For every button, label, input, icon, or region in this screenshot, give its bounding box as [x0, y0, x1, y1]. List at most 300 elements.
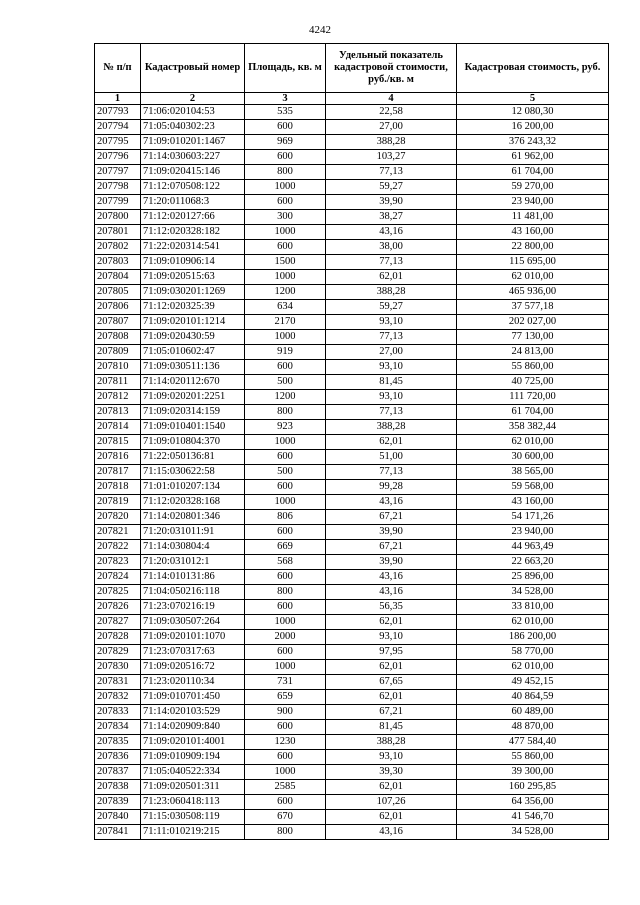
cell-cadastral-cost: 61 704,00: [457, 165, 609, 180]
cell-cadastral-cost: 58 770,00: [457, 645, 609, 660]
cell-unit-value: 103,27: [326, 150, 457, 165]
cell-cadastral-number: 71:12:020328:168: [141, 495, 245, 510]
cell-unit-value: 67,21: [326, 705, 457, 720]
cell-area: 600: [245, 525, 326, 540]
cell-cadastral-number: 71:06:020104:53: [141, 105, 245, 120]
cell-row-number: 207815: [95, 435, 141, 450]
cell-cadastral-cost: 34 528,00: [457, 825, 609, 840]
cell-unit-value: 39,90: [326, 555, 457, 570]
cell-area: 1000: [245, 495, 326, 510]
cell-cadastral-cost: 40 725,00: [457, 375, 609, 390]
cell-row-number: 207798: [95, 180, 141, 195]
cell-cadastral-number: 71:09:020415:146: [141, 165, 245, 180]
cell-unit-value: 43,16: [326, 225, 457, 240]
cell-cadastral-cost: 41 546,70: [457, 810, 609, 825]
cell-unit-value: 67,21: [326, 540, 457, 555]
cell-row-number: 207833: [95, 705, 141, 720]
cell-unit-value: 93,10: [326, 630, 457, 645]
cell-row-number: 207821: [95, 525, 141, 540]
cell-area: 670: [245, 810, 326, 825]
cell-row-number: 207813: [95, 405, 141, 420]
table-row: [95, 330, 609, 345]
cell-area: 900: [245, 705, 326, 720]
cell-area: 600: [245, 600, 326, 615]
cell-row-number: 207836: [95, 750, 141, 765]
table-row: [95, 360, 609, 375]
cell-area: 500: [245, 465, 326, 480]
cell-cadastral-cost: 111 720,00: [457, 390, 609, 405]
cell-cadastral-number: 71:23:070317:63: [141, 645, 245, 660]
table-row: [95, 810, 609, 825]
cell-row-number: 207807: [95, 315, 141, 330]
cell-row-number: 207796: [95, 150, 141, 165]
cell-area: 1000: [245, 225, 326, 240]
cell-cadastral-number: 71:11:010219:215: [141, 825, 245, 840]
cell-unit-value: 107,26: [326, 795, 457, 810]
cell-area: 800: [245, 825, 326, 840]
cell-area: 1200: [245, 285, 326, 300]
cell-row-number: 207823: [95, 555, 141, 570]
cell-cadastral-cost: 23 940,00: [457, 525, 609, 540]
table-header-row: [95, 44, 609, 93]
cell-cadastral-number: 71:12:020127:66: [141, 210, 245, 225]
cell-cadastral-cost: 34 528,00: [457, 585, 609, 600]
cell-area: 300: [245, 210, 326, 225]
cell-area: 2170: [245, 315, 326, 330]
cell-unit-value: 27,00: [326, 345, 457, 360]
cell-cadastral-number: 71:01:010207:134: [141, 480, 245, 495]
cell-area: 634: [245, 300, 326, 315]
cell-row-number: 207817: [95, 465, 141, 480]
table-row: [95, 285, 609, 300]
cell-area: 800: [245, 585, 326, 600]
table-row: [95, 465, 609, 480]
cell-cadastral-cost: 30 600,00: [457, 450, 609, 465]
cell-area: 600: [245, 240, 326, 255]
cell-row-number: 207814: [95, 420, 141, 435]
cell-row-number: 207816: [95, 450, 141, 465]
column-number: 4: [326, 93, 457, 105]
cell-area: 800: [245, 165, 326, 180]
column-number: 5: [457, 93, 609, 105]
cell-cadastral-cost: 33 810,00: [457, 600, 609, 615]
cell-unit-value: 62,01: [326, 780, 457, 795]
cell-cadastral-number: 71:12:020325:39: [141, 300, 245, 315]
cell-row-number: 207837: [95, 765, 141, 780]
cell-row-number: 207827: [95, 615, 141, 630]
cell-cadastral-number: 71:20:031012:1: [141, 555, 245, 570]
cell-cadastral-number: 71:14:010131:86: [141, 570, 245, 585]
cell-row-number: 207800: [95, 210, 141, 225]
table-row: [95, 570, 609, 585]
cell-cadastral-cost: 54 171,26: [457, 510, 609, 525]
cell-row-number: 207809: [95, 345, 141, 360]
cell-cadastral-number: 71:09:030511:136: [141, 360, 245, 375]
table-row: [95, 150, 609, 165]
cell-cadastral-number: 71:14:030804:4: [141, 540, 245, 555]
cell-row-number: 207841: [95, 825, 141, 840]
cell-unit-value: 81,45: [326, 720, 457, 735]
cell-unit-value: 59,27: [326, 180, 457, 195]
cell-area: 731: [245, 675, 326, 690]
cell-cadastral-number: 71:05:040522:334: [141, 765, 245, 780]
cell-area: 600: [245, 645, 326, 660]
cell-unit-value: 43,16: [326, 495, 457, 510]
cell-cadastral-cost: 62 010,00: [457, 615, 609, 630]
cell-area: 1000: [245, 180, 326, 195]
table-row: [95, 540, 609, 555]
cell-cadastral-cost: 62 010,00: [457, 660, 609, 675]
table-row: [95, 105, 609, 120]
cell-row-number: 207834: [95, 720, 141, 735]
cell-cadastral-number: 71:09:020314:159: [141, 405, 245, 420]
cell-row-number: 207839: [95, 795, 141, 810]
cell-cadastral-cost: 202 027,00: [457, 315, 609, 330]
cell-unit-value: 388,28: [326, 735, 457, 750]
cell-cadastral-cost: 22 663,20: [457, 555, 609, 570]
cell-cadastral-cost: 61 704,00: [457, 405, 609, 420]
cell-cadastral-number: 71:05:010602:47: [141, 345, 245, 360]
cell-unit-value: 81,45: [326, 375, 457, 390]
cell-cadastral-number: 71:09:010909:194: [141, 750, 245, 765]
cell-row-number: 207793: [95, 105, 141, 120]
header-area: Площадь, кв. м: [245, 44, 326, 93]
cell-row-number: 207832: [95, 690, 141, 705]
cell-cadastral-cost: 38 565,00: [457, 465, 609, 480]
cell-cadastral-cost: 16 200,00: [457, 120, 609, 135]
cell-cadastral-cost: 37 577,18: [457, 300, 609, 315]
page-number: 4242: [309, 24, 331, 36]
cell-row-number: 207805: [95, 285, 141, 300]
cell-cadastral-cost: 44 963,49: [457, 540, 609, 555]
table-row: [95, 660, 609, 675]
cell-unit-value: 93,10: [326, 315, 457, 330]
cell-area: 1000: [245, 765, 326, 780]
table-row: [95, 555, 609, 570]
cell-row-number: 207828: [95, 630, 141, 645]
table-row: [95, 765, 609, 780]
table-row: [95, 210, 609, 225]
header-cadastral-number: Кадастровый номер: [141, 44, 245, 93]
table-row: [95, 735, 609, 750]
cell-area: 600: [245, 360, 326, 375]
cell-area: 2000: [245, 630, 326, 645]
table-row: [95, 315, 609, 330]
cell-unit-value: 388,28: [326, 285, 457, 300]
cell-area: 659: [245, 690, 326, 705]
cell-unit-value: 77,13: [326, 465, 457, 480]
cell-cadastral-number: 71:09:020101:1070: [141, 630, 245, 645]
cell-cadastral-number: 71:09:020101:4001: [141, 735, 245, 750]
cell-cadastral-number: 71:09:020201:2251: [141, 390, 245, 405]
cell-area: 1000: [245, 330, 326, 345]
cell-area: 600: [245, 480, 326, 495]
table-row: [95, 405, 609, 420]
cell-unit-value: 62,01: [326, 660, 457, 675]
cell-row-number: 207818: [95, 480, 141, 495]
cell-row-number: 207799: [95, 195, 141, 210]
cell-cadastral-cost: 49 452,15: [457, 675, 609, 690]
cell-row-number: 207829: [95, 645, 141, 660]
cell-cadastral-cost: 62 010,00: [457, 435, 609, 450]
table-row: [95, 195, 609, 210]
cell-cadastral-cost: 59 270,00: [457, 180, 609, 195]
table-row: [95, 300, 609, 315]
cell-area: 600: [245, 150, 326, 165]
cell-cadastral-number: 71:22:020314:541: [141, 240, 245, 255]
cell-cadastral-cost: 64 356,00: [457, 795, 609, 810]
cell-area: 923: [245, 420, 326, 435]
cell-row-number: 207820: [95, 510, 141, 525]
table-row: [95, 795, 609, 810]
cell-cadastral-number: 71:23:070216:19: [141, 600, 245, 615]
cell-row-number: 207794: [95, 120, 141, 135]
cell-area: 600: [245, 750, 326, 765]
cell-row-number: 207795: [95, 135, 141, 150]
cell-area: 1000: [245, 615, 326, 630]
cell-cadastral-cost: 43 160,00: [457, 495, 609, 510]
cell-row-number: 207830: [95, 660, 141, 675]
table-row: [95, 135, 609, 150]
cell-row-number: 207801: [95, 225, 141, 240]
table-row: [95, 390, 609, 405]
cell-unit-value: 93,10: [326, 360, 457, 375]
cell-cadastral-number: 71:09:010401:1540: [141, 420, 245, 435]
table-row: [95, 435, 609, 450]
cell-cadastral-number: 71:15:030622:58: [141, 465, 245, 480]
cell-area: 1500: [245, 255, 326, 270]
cell-area: 806: [245, 510, 326, 525]
cell-unit-value: 43,16: [326, 585, 457, 600]
cell-cadastral-number: 71:20:031011:91: [141, 525, 245, 540]
cell-area: 500: [245, 375, 326, 390]
cell-area: 568: [245, 555, 326, 570]
cell-unit-value: 67,65: [326, 675, 457, 690]
cell-unit-value: 43,16: [326, 825, 457, 840]
table-row: [95, 270, 609, 285]
cell-row-number: 207819: [95, 495, 141, 510]
table-row: [95, 780, 609, 795]
cell-unit-value: 38,00: [326, 240, 457, 255]
table-row: [95, 120, 609, 135]
cell-cadastral-number: 71:09:020515:63: [141, 270, 245, 285]
table-row: [95, 180, 609, 195]
cell-cadastral-cost: 11 481,00: [457, 210, 609, 225]
cell-area: 1000: [245, 660, 326, 675]
column-number: 3: [245, 93, 326, 105]
cell-row-number: 207806: [95, 300, 141, 315]
cell-row-number: 207835: [95, 735, 141, 750]
cell-unit-value: 388,28: [326, 420, 457, 435]
cell-unit-value: 77,13: [326, 255, 457, 270]
cell-cadastral-cost: 62 010,00: [457, 270, 609, 285]
cell-area: 535: [245, 105, 326, 120]
cell-cadastral-cost: 465 936,00: [457, 285, 609, 300]
cell-cadastral-number: 71:22:050136:81: [141, 450, 245, 465]
cell-row-number: 207822: [95, 540, 141, 555]
cell-cadastral-number: 71:09:010201:1467: [141, 135, 245, 150]
cell-unit-value: 27,00: [326, 120, 457, 135]
cell-cadastral-cost: 186 200,00: [457, 630, 609, 645]
cell-cadastral-number: 71:09:030201:1269: [141, 285, 245, 300]
cell-unit-value: 97,95: [326, 645, 457, 660]
cell-unit-value: 99,28: [326, 480, 457, 495]
cell-row-number: 207811: [95, 375, 141, 390]
cell-unit-value: 39,90: [326, 195, 457, 210]
table-row: [95, 585, 609, 600]
cell-area: 600: [245, 450, 326, 465]
cell-row-number: 207840: [95, 810, 141, 825]
cell-cadastral-number: 71:09:010804:370: [141, 435, 245, 450]
cell-cadastral-number: 71:04:050216:118: [141, 585, 245, 600]
cell-cadastral-cost: 22 800,00: [457, 240, 609, 255]
cell-unit-value: 62,01: [326, 270, 457, 285]
cell-area: 1000: [245, 435, 326, 450]
cell-cadastral-cost: 77 130,00: [457, 330, 609, 345]
cadastral-value-table: [94, 43, 609, 840]
cell-cadastral-number: 71:23:020110:34: [141, 675, 245, 690]
cell-area: 1200: [245, 390, 326, 405]
cell-area: 600: [245, 720, 326, 735]
cell-row-number: 207824: [95, 570, 141, 585]
cell-unit-value: 93,10: [326, 750, 457, 765]
cell-cadastral-cost: 12 080,30: [457, 105, 609, 120]
table-body: [95, 105, 609, 840]
cell-area: 600: [245, 195, 326, 210]
table-row: [95, 720, 609, 735]
cell-cadastral-cost: 59 568,00: [457, 480, 609, 495]
cell-area: 1000: [245, 270, 326, 285]
cell-unit-value: 22,58: [326, 105, 457, 120]
cell-row-number: 207808: [95, 330, 141, 345]
cell-cadastral-number: 71:20:011068:3: [141, 195, 245, 210]
table-row: [95, 510, 609, 525]
cell-area: 600: [245, 120, 326, 135]
table-row: [95, 165, 609, 180]
table-row: [95, 255, 609, 270]
cell-unit-value: 93,10: [326, 390, 457, 405]
cell-unit-value: 51,00: [326, 450, 457, 465]
cell-cadastral-number: 71:14:020909:840: [141, 720, 245, 735]
cell-unit-value: 388,28: [326, 135, 457, 150]
cell-row-number: 207812: [95, 390, 141, 405]
column-number-row: [95, 93, 609, 105]
cell-area: 800: [245, 405, 326, 420]
table-row: [95, 750, 609, 765]
cell-cadastral-number: 71:09:010906:14: [141, 255, 245, 270]
cell-row-number: 207831: [95, 675, 141, 690]
cell-unit-value: 43,16: [326, 570, 457, 585]
cell-cadastral-cost: 358 382,44: [457, 420, 609, 435]
table-row: [95, 450, 609, 465]
cell-cadastral-number: 71:14:030603:227: [141, 150, 245, 165]
cell-area: 919: [245, 345, 326, 360]
cell-cadastral-number: 71:09:020516:72: [141, 660, 245, 675]
cell-unit-value: 39,90: [326, 525, 457, 540]
cell-unit-value: 62,01: [326, 690, 457, 705]
cell-unit-value: 39,30: [326, 765, 457, 780]
cell-area: 2585: [245, 780, 326, 795]
cell-area: 1230: [245, 735, 326, 750]
table-row: [95, 690, 609, 705]
table-row: [95, 525, 609, 540]
table-row: [95, 480, 609, 495]
table-row: [95, 420, 609, 435]
cell-cadastral-cost: 23 940,00: [457, 195, 609, 210]
cell-cadastral-cost: 55 860,00: [457, 750, 609, 765]
column-number: 1: [95, 93, 141, 105]
cell-cadastral-cost: 376 243,32: [457, 135, 609, 150]
table-row: [95, 600, 609, 615]
cell-unit-value: 62,01: [326, 435, 457, 450]
cell-cadastral-number: 71:15:030508:119: [141, 810, 245, 825]
table-row: [95, 615, 609, 630]
cell-cadastral-cost: 48 870,00: [457, 720, 609, 735]
column-number: 2: [141, 93, 245, 105]
table-row: [95, 375, 609, 390]
cell-cadastral-number: 71:23:060418:113: [141, 795, 245, 810]
cell-cadastral-cost: 55 860,00: [457, 360, 609, 375]
cell-unit-value: 56,35: [326, 600, 457, 615]
cell-cadastral-number: 71:12:020328:182: [141, 225, 245, 240]
cell-cadastral-number: 71:09:020430:59: [141, 330, 245, 345]
cell-unit-value: 62,01: [326, 810, 457, 825]
header-cadastral-cost: Кадастровая стоимость, руб.: [457, 44, 609, 93]
cell-row-number: 207803: [95, 255, 141, 270]
cell-row-number: 207825: [95, 585, 141, 600]
cell-cadastral-cost: 160 295,85: [457, 780, 609, 795]
cell-unit-value: 59,27: [326, 300, 457, 315]
table-row: [95, 630, 609, 645]
cell-cadastral-cost: 25 896,00: [457, 570, 609, 585]
cell-cadastral-cost: 477 584,40: [457, 735, 609, 750]
cell-cadastral-number: 71:14:020112:670: [141, 375, 245, 390]
table-row: [95, 645, 609, 660]
cell-unit-value: 67,21: [326, 510, 457, 525]
table-row: [95, 675, 609, 690]
cell-cadastral-number: 71:09:020501:311: [141, 780, 245, 795]
cell-row-number: 207838: [95, 780, 141, 795]
cell-cadastral-cost: 60 489,00: [457, 705, 609, 720]
cell-cadastral-number: 71:14:020801:346: [141, 510, 245, 525]
cell-cadastral-cost: 43 160,00: [457, 225, 609, 240]
cell-row-number: 207797: [95, 165, 141, 180]
cell-row-number: 207826: [95, 600, 141, 615]
cell-area: 669: [245, 540, 326, 555]
cell-row-number: 207804: [95, 270, 141, 285]
header-row-number: № п/п: [95, 44, 141, 93]
cell-cadastral-number: 71:09:010701:450: [141, 690, 245, 705]
cell-cadastral-number: 71:09:020101:1214: [141, 315, 245, 330]
cell-cadastral-cost: 39 300,00: [457, 765, 609, 780]
cell-cadastral-number: 71:14:020103:529: [141, 705, 245, 720]
cell-unit-value: 62,01: [326, 615, 457, 630]
cell-unit-value: 77,13: [326, 165, 457, 180]
cell-cadastral-cost: 24 813,00: [457, 345, 609, 360]
cell-unit-value: 38,27: [326, 210, 457, 225]
header-unit-value: Удельный показатель кадастровой стоимости, руб./кв. м: [326, 44, 457, 93]
table-row: [95, 705, 609, 720]
cell-area: 600: [245, 570, 326, 585]
table-row: [95, 345, 609, 360]
table-row: [95, 240, 609, 255]
table-row: [95, 825, 609, 840]
table-row: [95, 495, 609, 510]
table-row: [95, 225, 609, 240]
cell-cadastral-cost: 40 864,59: [457, 690, 609, 705]
cell-unit-value: 77,13: [326, 405, 457, 420]
cell-cadastral-cost: 61 962,00: [457, 150, 609, 165]
